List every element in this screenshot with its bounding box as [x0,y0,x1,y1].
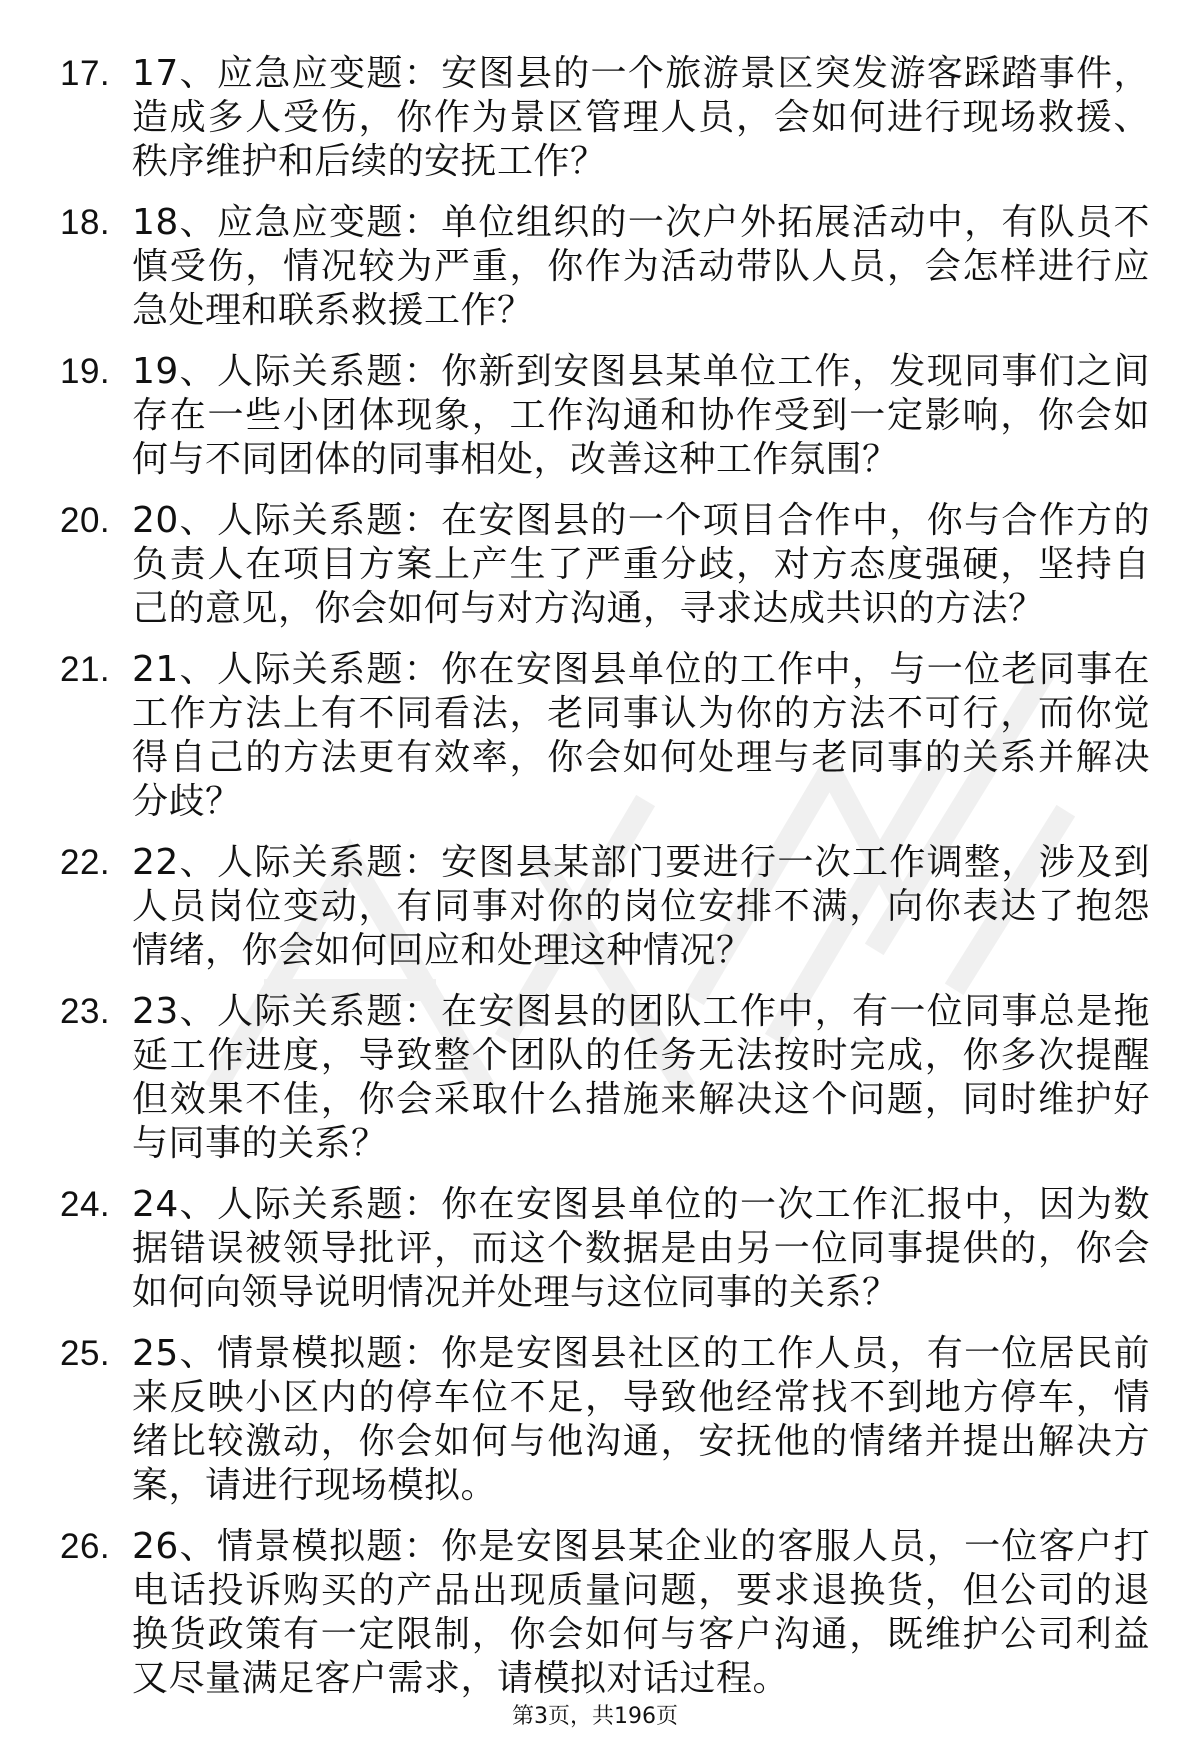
question-text: 21、人际关系题：你在安图县单位的工作中，与一位老同事在工作方法上有不同看法，老同事认为你的方法不可行，而你觉得自己的方法更有效率，你会如何处理与老同事的关系并解决分歧？ [132,649,1150,822]
question-text: 23、人际关系题：在安图县的团队工作中，有一位同事总是拖延工作进度，导致整个团队的任务无法按时完成，你多次提醒但效果不佳，你会采取什么措施来解决这个问题，同时维护好与同事的关系？ [132,991,1150,1164]
question-item [60,1332,1150,1508]
question-number: 17. [60,54,111,93]
question-item [60,648,1150,824]
question-number: 24. [60,1185,111,1224]
question-number: 23. [60,992,111,1031]
question-number: 26. [60,1527,111,1566]
question-item [60,350,1150,482]
question-text: 26、情景模拟题：你是安图县某企业的客服人员，一位客户打电话投诉购买的产品出现质量问题，要求退换货，但公司的退换货政策有一定限制，你会如何与客户沟通，既维护公司利益又尽量满足客户需求，请模拟对话过程。 [132,1526,1150,1699]
question-text: 20、人际关系题：在安图县的一个项目合作中，你与合作方的负责人在项目方案上产生了严重分歧，对方态度强硬，坚持自己的意见，你会如何与对方沟通，寻求达成共识的方法？ [132,500,1150,629]
question-text: 25、情景模拟题：你是安图县社区的工作人员，有一位居民前来反映小区内的停车位不足，导致他经常找不到地方停车，情绪比较激动，你会如何与他沟通，安抚他的情绪并提出解决方案，请进行现场模拟。 [132,1333,1150,1506]
page-number-label: 第3页，共196页 [512,1704,678,1729]
question-number: 18. [60,203,111,242]
question-number: 20. [60,501,111,540]
question-item [60,1183,1150,1315]
question-text: 17、应急应变题：安图县的一个旅游景区突发游客踩踏事件，造成多人受伤，你作为景区管理人员，会如何进行现场救援、秩序维护和后续的安抚工作？ [132,53,1150,182]
question-text: 19、人际关系题：你新到安图县某单位工作，发现同事们之间存在一些小团体现象，工作沟通和协作受到一定影响，你会如何与不同团体的同事相处，改善这种工作氛围？ [132,351,1150,480]
question-item [60,841,1150,973]
question-text: 18、应急应变题：单位组织的一次户外拓展活动中，有队员不慎受伤，情况较为严重，你作为活动带队人员，会怎样进行应急处理和联系救援工作？ [132,202,1150,331]
question-text: 24、人际关系题：你在安图县单位的一次工作汇报中，因为数据错误被领导批评，而这个数据是由另一位同事提供的，你会如何向领导说明情况并处理与这位同事的关系？ [132,1184,1150,1313]
page-footer [0,1703,1190,1731]
question-number: 19. [60,352,111,391]
question-text: 22、人际关系题：安图县某部门要进行一次工作调整，涉及到人员岗位变动，有同事对你的岗位安排不满，向你表达了抱怨情绪，你会如何回应和处理这种情况？ [132,842,1150,971]
question-item [60,201,1150,333]
question-item [60,52,1150,184]
question-list [60,52,1150,1718]
question-number: 22. [60,843,111,882]
question-number: 25. [60,1334,111,1373]
question-item [60,1525,1150,1701]
question-item [60,499,1150,631]
question-number: 21. [60,650,111,689]
question-item [60,990,1150,1166]
